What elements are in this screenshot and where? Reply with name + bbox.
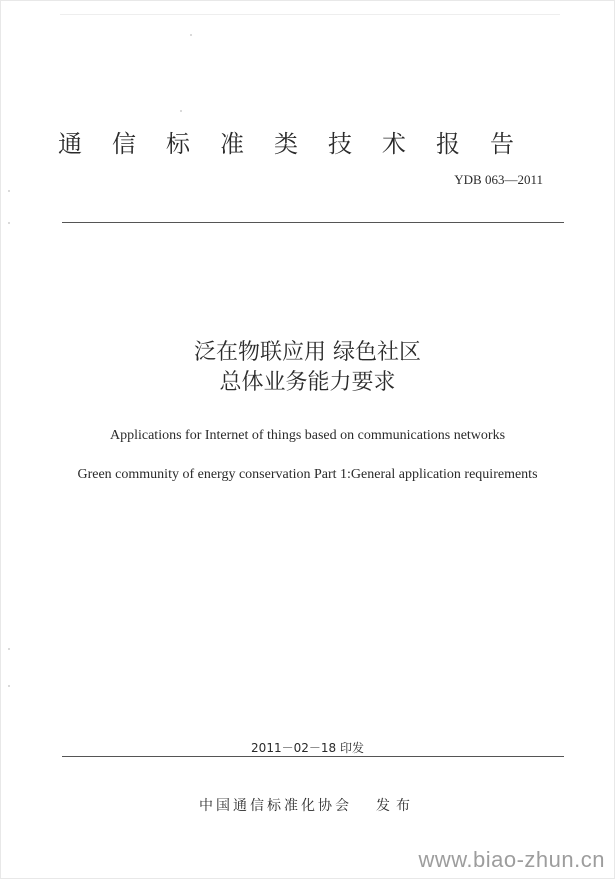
chinese-title [0,338,615,398]
publisher-line [0,795,615,815]
chinese-title-line-2: 总体业务能力要求 [219,370,396,395]
publisher-name: 中国通信标准化协会 [199,798,352,814]
scan-speck [8,190,10,192]
chinese-title-line-1: 泛在物联应用 绿色社区 [194,340,421,365]
english-title-line-1: Applications for Internet of things based on communications networks [109,428,506,443]
scan-speck [8,685,10,687]
scan-speck [8,648,10,650]
scan-edge-line [60,14,560,15]
document-number: YDB 063—2011 [454,172,543,187]
site-watermark: www.biao-zhun.cn [418,847,605,872]
english-title-line-2: Green community of energy conservation Part 1:General application requirements [77,467,538,482]
issue-date: 2011－02－18 印发 [251,741,364,755]
header-divider [62,222,564,223]
scan-speck [8,222,10,224]
document-type-heading: 通信标准类技术报告 [58,130,544,158]
footer-divider [62,756,564,757]
scan-speck [180,110,182,112]
scan-speck [190,34,192,36]
publish-action: 发布 [376,798,416,814]
